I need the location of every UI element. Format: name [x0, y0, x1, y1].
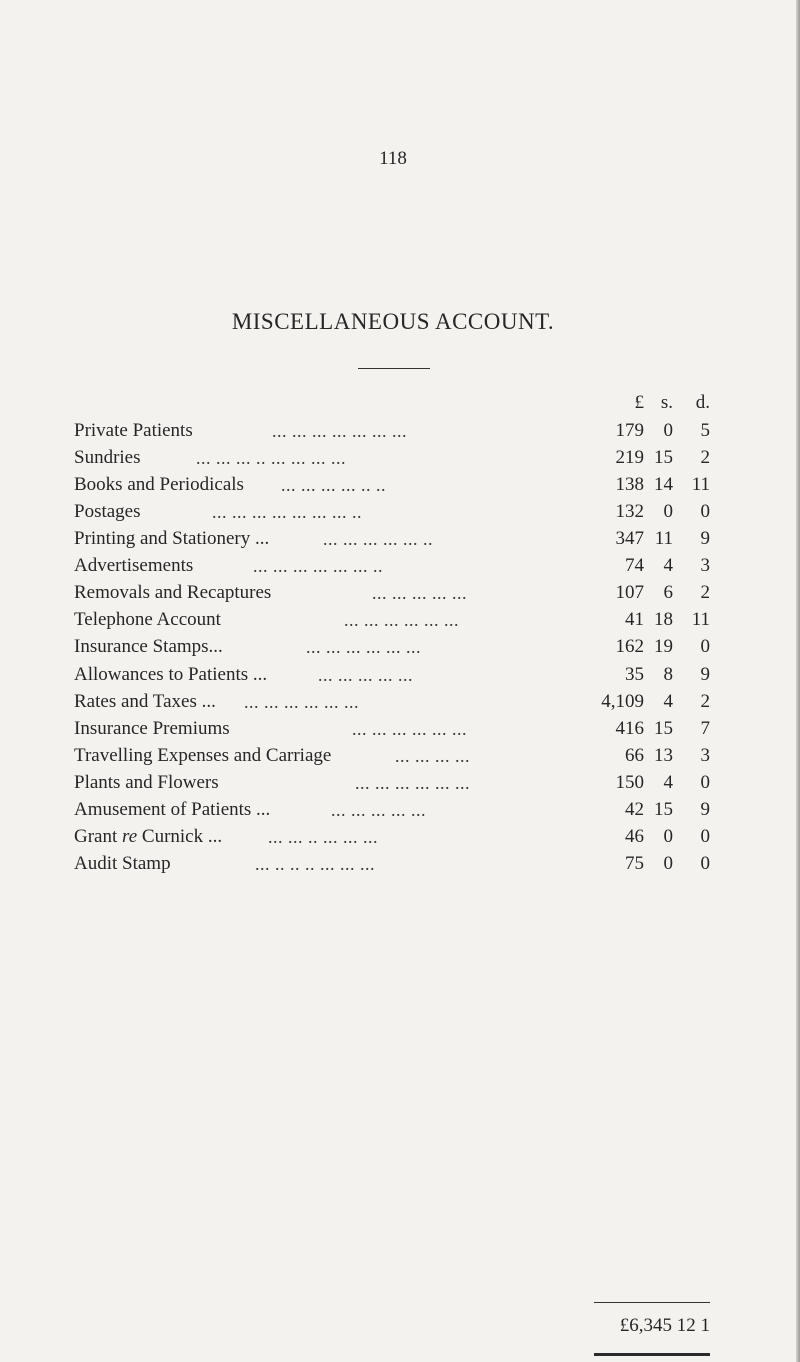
row-pence: 2 [700, 691, 710, 712]
row-pounds: 75 [625, 853, 644, 874]
row-label: Printing and Stationery ... [74, 528, 270, 549]
row-leader-dots: ... ... ... ... ... ... ... .. [212, 502, 362, 522]
row-leader-dots: ... ... .. ... ... ... [268, 827, 378, 847]
row-label: Sundries [74, 447, 141, 468]
scan-edge [796, 0, 800, 1362]
row-shillings: 0 [663, 501, 673, 522]
row-label: Removals and Recaptures [74, 582, 272, 603]
row-shillings: 18 [654, 609, 673, 630]
row-label: Allowances to Patients ... [74, 664, 268, 685]
row-leader-dots: ... .. .. .. ... ... ... [255, 854, 375, 874]
row-pounds: 219 [615, 447, 644, 468]
row-leader-dots: ... ... ... ... ... .. [323, 529, 433, 549]
row-shillings: 4 [663, 772, 673, 793]
page-number: 118 [379, 148, 407, 169]
row-pounds: 107 [615, 582, 644, 603]
row-pence: 3 [700, 555, 710, 576]
row-pence: 2 [700, 447, 710, 468]
row-shillings: 0 [663, 853, 673, 874]
row-pence: 3 [700, 745, 710, 766]
row-shillings: 14 [654, 474, 673, 495]
row-pence: 5 [700, 420, 710, 441]
row-pence: 7 [700, 718, 710, 739]
row-pence: 0 [700, 636, 710, 657]
row-shillings: 15 [654, 447, 673, 468]
row-leader-dots: ... ... ... ... ... ... .. [253, 556, 383, 576]
row-pence: 0 [700, 501, 710, 522]
row-label: Amusement of Patients ... [74, 799, 271, 820]
row-leader-dots: ... ... ... ... ... [318, 665, 413, 685]
row-pounds: 179 [615, 420, 644, 441]
shillings-column-header: s. [660, 392, 673, 413]
row-shillings: 13 [654, 745, 673, 766]
row-leader-dots: ... ... ... ... [395, 746, 470, 766]
row-leader-dots: ... ... ... ... ... ... [352, 719, 467, 739]
row-pounds: 35 [625, 664, 644, 685]
pence-column-header: d. [695, 392, 710, 413]
row-shillings: 8 [663, 664, 673, 685]
row-shillings: 0 [663, 420, 673, 441]
total-double-rule [594, 1353, 710, 1356]
row-label: Private Patients [74, 420, 193, 441]
row-leader-dots: ... ... ... ... ... [372, 583, 467, 603]
row-shillings: 11 [654, 528, 673, 549]
row-leader-dots: ... ... ... ... ... [331, 800, 426, 820]
row-pounds: 150 [615, 772, 644, 793]
row-label: Audit Stamp [74, 853, 171, 874]
row-leader-dots: ... ... ... ... ... ... [355, 773, 470, 793]
row-shillings: 19 [654, 636, 673, 657]
total-amount: £6,345 12 1 [619, 1315, 710, 1336]
row-pounds: 162 [615, 636, 644, 657]
row-pounds: 132 [615, 501, 644, 522]
row-label: Books and Periodicals [74, 474, 244, 495]
row-pence: 0 [700, 853, 710, 874]
row-label: Plants and Flowers [74, 772, 219, 793]
row-shillings: 0 [663, 826, 673, 847]
row-leader-dots: ... ... ... ... ... ... [344, 610, 459, 630]
row-pence: 9 [700, 528, 710, 549]
row-label: Insurance Stamps... [74, 636, 223, 657]
row-pence: 2 [700, 582, 710, 603]
row-shillings: 15 [654, 718, 673, 739]
row-pounds: 74 [625, 555, 644, 576]
row-leader-dots: ... ... ... ... .. .. [281, 475, 386, 495]
row-label: Advertisements [74, 555, 194, 576]
row-leader-dots: ... ... ... ... ... ... [244, 692, 359, 712]
row-pounds: 41 [625, 609, 644, 630]
row-label: Insurance Premiums [74, 718, 230, 739]
row-pence: 0 [700, 772, 710, 793]
row-pence: 11 [691, 474, 710, 495]
row-shillings: 15 [654, 799, 673, 820]
row-shillings: 4 [663, 555, 673, 576]
pounds-column-header: £ [634, 392, 644, 413]
page-title: MISCELLANEOUS ACCOUNT. [231, 309, 555, 334]
sum-rule [594, 1302, 710, 1303]
row-pounds: 416 [615, 718, 644, 739]
row-pounds: 66 [625, 745, 644, 766]
row-leader-dots: ... ... ... .. ... ... ... ... [196, 448, 346, 468]
row-label: Postages [74, 501, 141, 522]
row-label: Grant re Curnick ... [74, 826, 223, 847]
row-pence: 11 [691, 609, 710, 630]
row-label: Rates and Taxes ... [74, 691, 216, 712]
title-rule [358, 368, 430, 369]
row-label: Travelling Expenses and Carriage [74, 745, 332, 766]
row-pounds: 46 [625, 826, 644, 847]
row-shillings: 4 [663, 691, 673, 712]
row-pounds: 42 [625, 799, 644, 820]
row-pence: 9 [700, 799, 710, 820]
row-leader-dots: ... ... ... ... ... ... ... [272, 421, 407, 441]
row-pence: 0 [700, 826, 710, 847]
row-pence: 9 [700, 664, 710, 685]
row-pounds: 138 [615, 474, 644, 495]
row-shillings: 6 [663, 582, 673, 603]
row-pounds: 4,109 [601, 691, 644, 712]
row-leader-dots: ... ... ... ... ... ... [306, 637, 421, 657]
row-label: Telephone Account [74, 609, 221, 630]
row-pounds: 347 [615, 528, 644, 549]
